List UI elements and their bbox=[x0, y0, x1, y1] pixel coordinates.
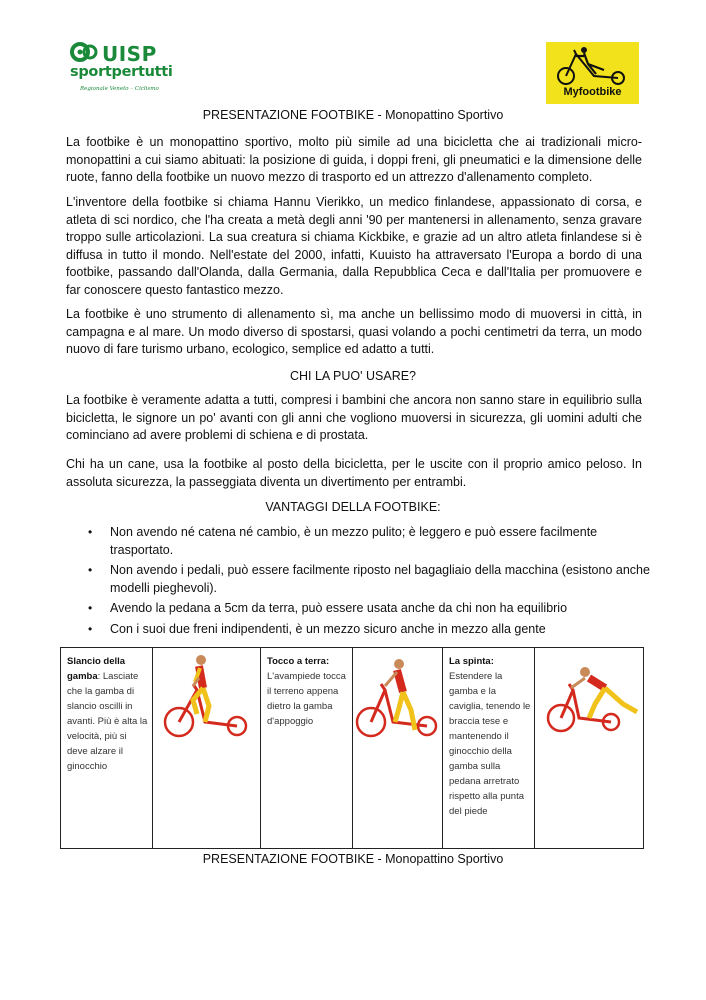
uisp-logo bbox=[70, 40, 173, 100]
step-description: L'avampiede tocca il terreno appena dietro la gamba d'appoggio bbox=[267, 671, 346, 727]
step-description: Estendere la gamba e la caviglia, tenendo le braccia tese e mantenendo il ginocchio della gamba sulla pedana arretrato rispetto alla punta del piede bbox=[449, 671, 531, 817]
step-title: Slancio della gamba bbox=[67, 656, 126, 682]
paragraph-dog: Chi ha un cane, usa la footbike al posto della bicicletta, per le uscite con il proprio amico peloso. In assoluta sicurezza, la passeggiata diventa un divertimento per entrambi. bbox=[66, 457, 642, 489]
footer-title: PRESENTAZIONE FOOTBIKE - Monopattino Sportivo bbox=[202, 852, 504, 866]
list-item-text: Non avendo i pedali, può essere facilmente riposto nel bagagliaio della macchina (esistono anche modelli pieghevoli). bbox=[110, 563, 650, 595]
list-item bbox=[88, 600, 652, 618]
step-title: Tocco a terra: bbox=[267, 656, 330, 667]
bullet-icon: • bbox=[88, 563, 93, 577]
page-title: PRESENTAZIONE FOOTBIKE - Monopattino Sportivo bbox=[202, 108, 504, 122]
step-figure-cell bbox=[535, 648, 643, 848]
myfootbike-logo bbox=[546, 42, 639, 104]
rider-figure-touch bbox=[355, 654, 441, 744]
step-figure-cell bbox=[153, 648, 261, 848]
step-cell-tocco bbox=[261, 648, 353, 848]
uisp-subtitle: sportpertutti bbox=[70, 64, 173, 80]
step-figure-cell bbox=[353, 648, 443, 848]
step-text bbox=[449, 654, 531, 819]
bullet-icon: • bbox=[88, 525, 93, 539]
paragraph-suitable: La footbike è veramente adatta a tutti, compresi i bambini che ancora non sanno stare in equilibrio sulla bicicletta, le signore un po' avanti con gli anni che vogliono muoversi in sicurezza, gli uomini adulti che cominciano ad avere problemi di schiena e di prostata. bbox=[66, 393, 642, 442]
advantages-list bbox=[88, 524, 652, 641]
footbike-rider-icon bbox=[554, 46, 630, 86]
step-title: La spinta: bbox=[449, 656, 494, 667]
bullet-icon: • bbox=[88, 621, 93, 636]
uisp-mark-icon bbox=[70, 40, 100, 64]
list-item-text: Non avendo né catena né cambio, è un mezzo pulito; è leggero e può essere facilmente trasportato. bbox=[110, 525, 598, 557]
rider-figure-push bbox=[545, 662, 641, 742]
uisp-tagline: Regionale Veneto – Ciclismo bbox=[80, 86, 159, 92]
technique-table bbox=[60, 647, 644, 849]
heading-advantages: VANTAGGI DELLA FOOTBIKE: bbox=[265, 500, 441, 514]
step-text bbox=[267, 654, 349, 729]
bullet-icon: • bbox=[88, 601, 93, 615]
list-item bbox=[88, 524, 652, 559]
rider-figure-swing bbox=[163, 652, 249, 742]
step-cell-spinta bbox=[443, 648, 535, 848]
paragraph-inventor: L'inventore della footbike si chiama Hannu Vierikko, un medico finlandese, appassionato di corsa, e atleta di sci nordico, che l'ha creata a metà degli anni '90 per mantenersi in allenamento, senza gravare troppo sulle articolazioni. La sua creatura si chiama Kickbike, e grazie ad un altro atleta finlandese si è diffusa in tutto il mondo. Nell'estate del 2000, infatti, Kuuisto ha attraversato l'Europa a bordo di una footbike, passando dall'Olanda, dalla Germania, dalla Repubblica Ceca e dall'Italia per promuovere e far conoscere questo fantastico mezzo. bbox=[66, 195, 642, 297]
step-description: : Lasciate che la gamba di slancio oscilli in avanti. Più è alta la velocità, più si deve alzare il ginocchio bbox=[67, 671, 148, 772]
uisp-brand: UISP bbox=[102, 42, 157, 66]
list-item-text: Avendo la pedana a 5cm da terra, può essere usata anche da chi non ha equilibrio bbox=[110, 601, 568, 615]
step-text bbox=[67, 654, 149, 774]
step-cell-slancio bbox=[61, 648, 153, 848]
myfootbike-label: Myfootbike bbox=[563, 86, 622, 98]
list-item bbox=[88, 562, 652, 597]
list-item-text: Con i suoi due freni indipendenti, è un mezzo sicuro anche in mezzo alla gente bbox=[110, 621, 546, 636]
paragraph-intro: La footbike è un monopattino sportivo, molto più simile ad una bicicletta che ai tradizionali micro-monopattini a cui siamo abituati: la posizione di guida, i doppi freni, gli pneumatici e la dimensione delle ruote, fanno della footbike un nuovo mezzo di trasporto ed un attrezzo d'allenamento completo. bbox=[66, 135, 642, 184]
list-item bbox=[88, 621, 652, 639]
paragraph-uses: La footbike è uno strumento di allenamento sì, ma anche un bellissimo modo di muoversi in città, in campagna e al mare. Un modo diverso di spostarsi, quasi volando a pochi centimetri da terra, un modo nuovo di fare turismo urbano, ecologico, semplice ed adatto a tutti. bbox=[66, 307, 642, 356]
heading-who-can-use: CHI LA PUO' USARE? bbox=[289, 369, 417, 383]
